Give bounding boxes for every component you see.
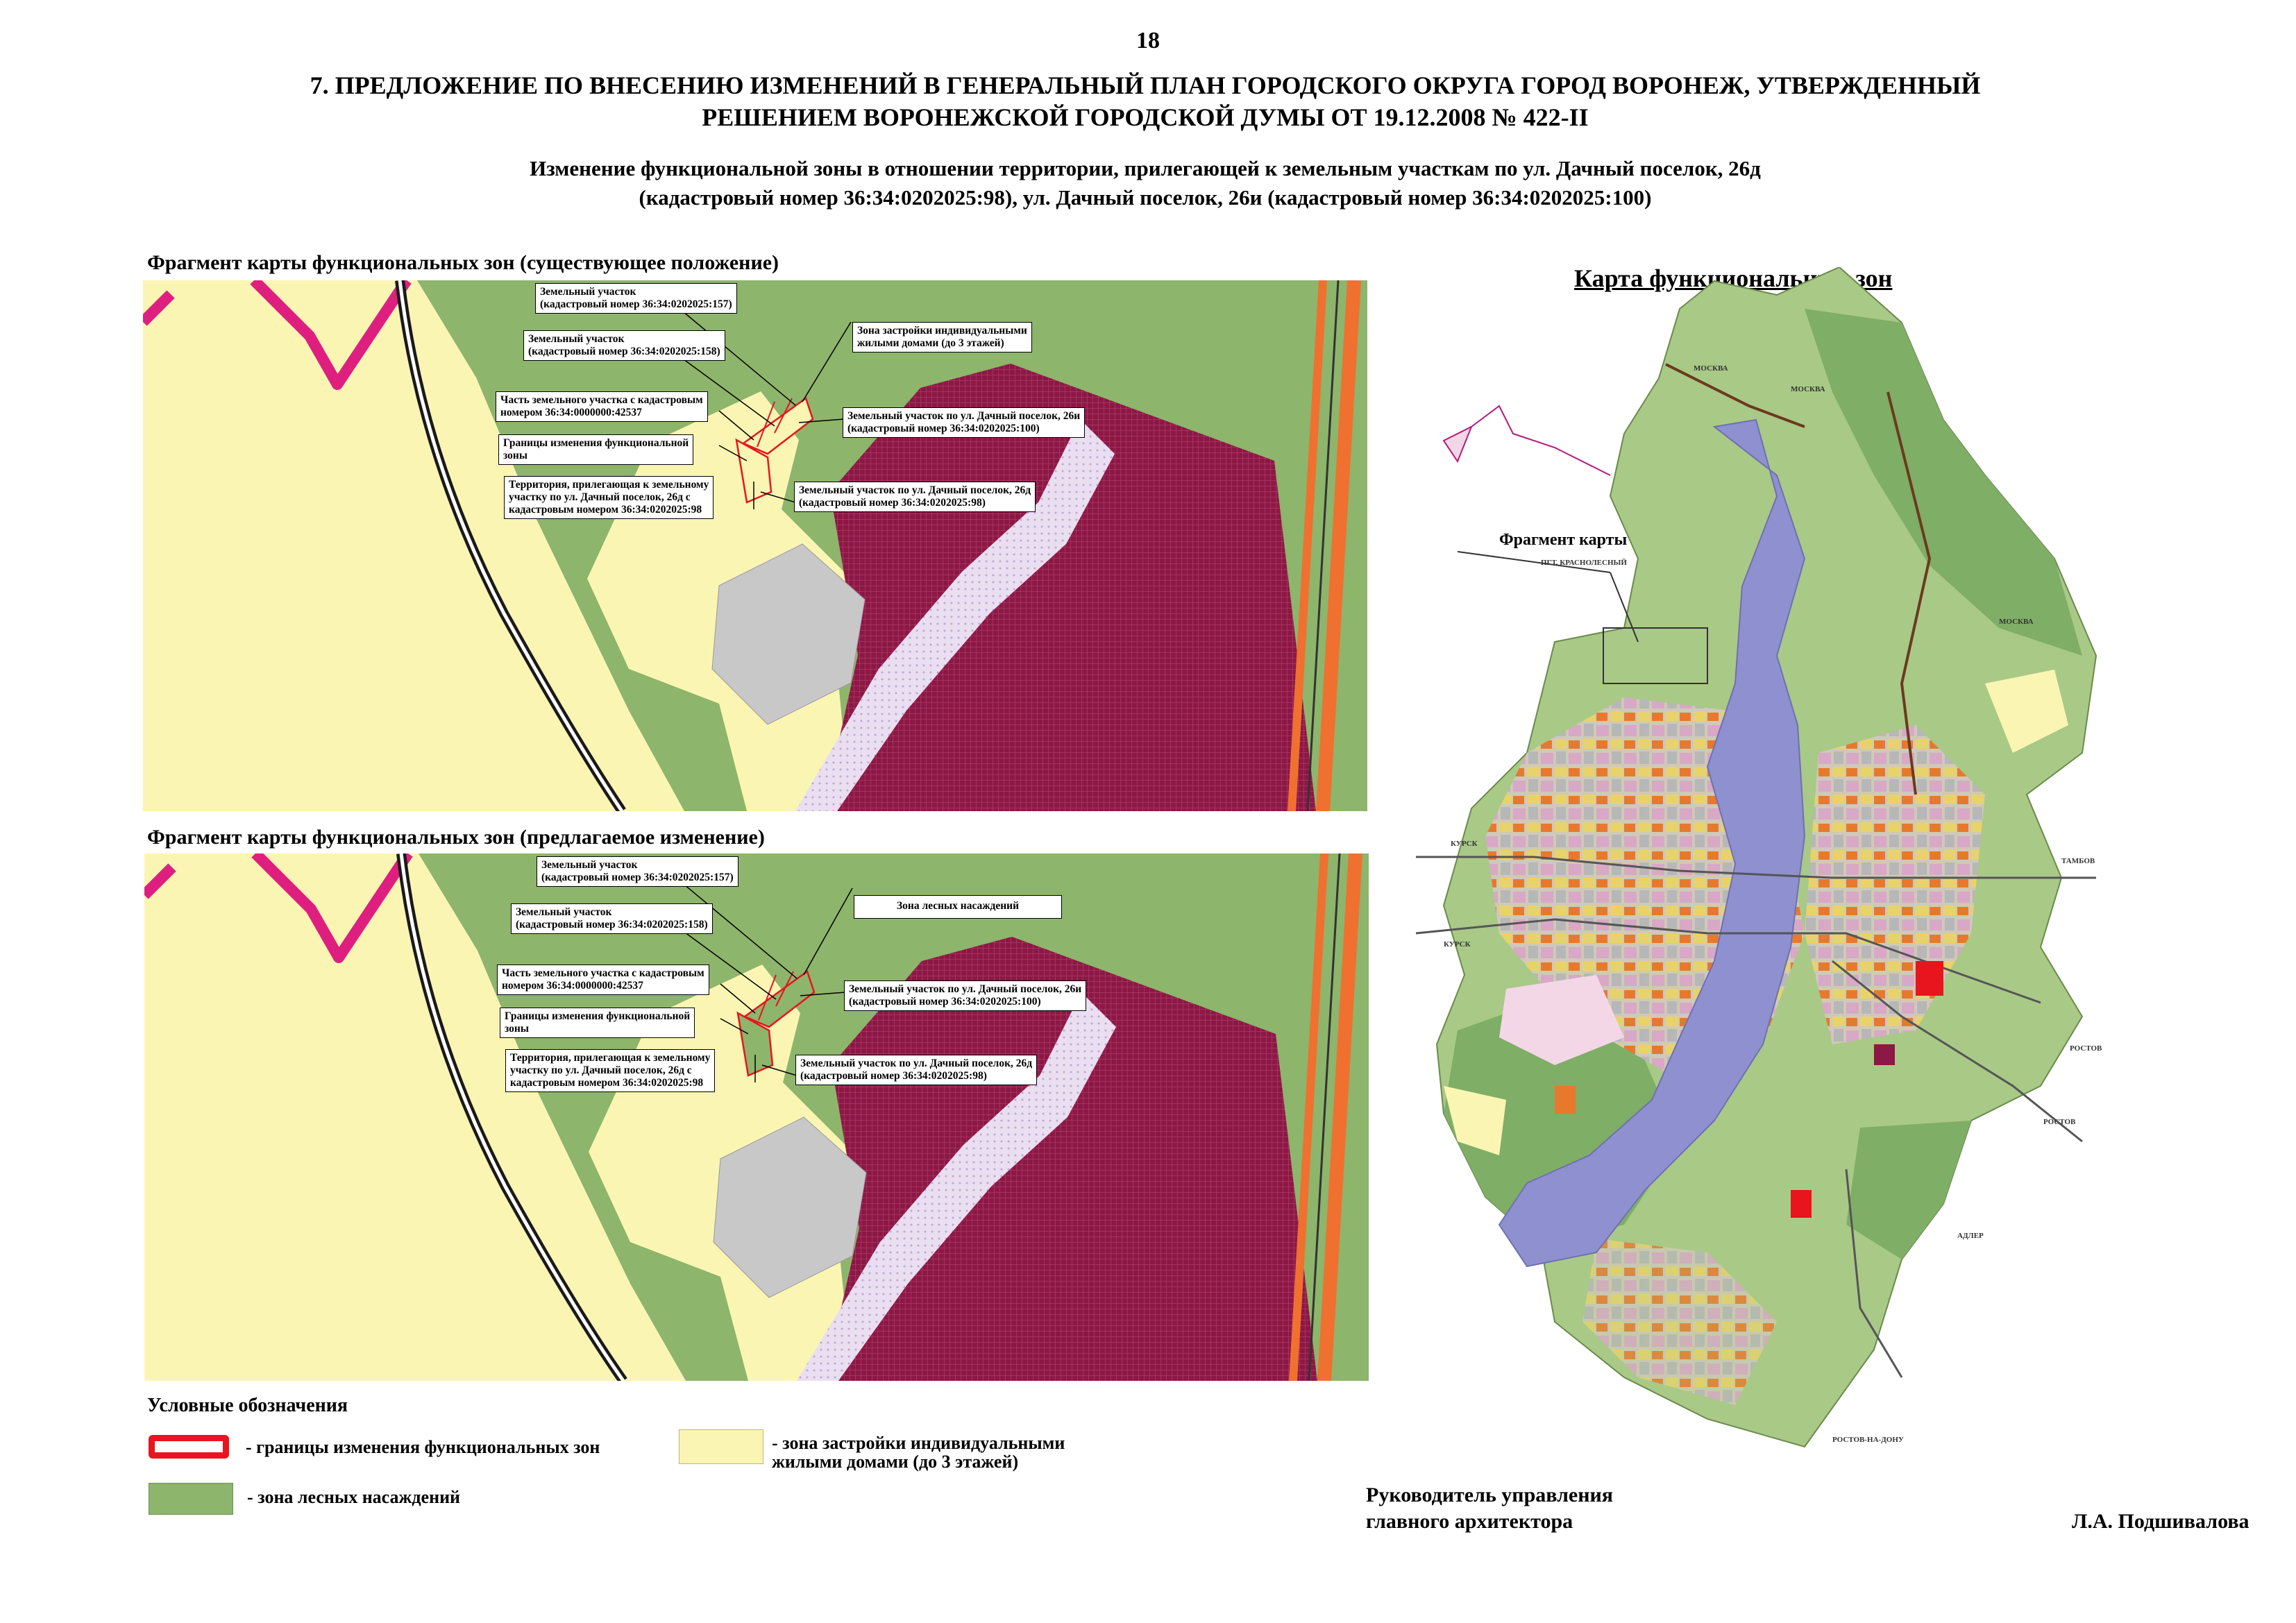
place-label-rostov-na-donu: РОСТОВ-НА-ДОНУ [1832, 1436, 1904, 1444]
callout-plot-158-text: Земельный участок (кадастровый номер 36:34:0202025:158) [528, 333, 720, 357]
signature-role [1366, 1482, 1613, 1535]
callout-bounds [500, 1008, 695, 1038]
legend-label-residential: - зона застройки индивидуальными жилыми домами (до 3 этажей) [772, 1433, 1065, 1472]
place-label-krasnolesny: ПГТ. КРАСНОЛЕСНЫЙ [1541, 559, 1627, 567]
subtitle-line-1: Изменение функциональной зоны в отношении территории, прилегающей к земельным участкам по ул. Дачный поселок, 26д [530, 156, 1761, 180]
place-label-moskva-1: МОСКВА [1694, 364, 1728, 373]
fragment-existing-map-svg [143, 280, 1367, 811]
callout-territory [504, 476, 714, 519]
legend-swatch-forest [149, 1483, 233, 1515]
legend-title: Условные обозначения [147, 1395, 348, 1416]
callout-plot-26d-text: Земельный участок по ул. Дачный поселок, 26д (кадастровый номер 36:34:0202025:98) [800, 1057, 1033, 1082]
document-subtitle [347, 154, 1943, 212]
callout-part-42537 [497, 965, 709, 995]
title-line-2: РЕШЕНИЕМ ВОРОНЕЖСКОЙ ГОРОДСКОЙ ДУМЫ ОТ 19.12.2008 № 422-II [702, 103, 1589, 131]
callout-plot-157-text: Земельный участок (кадастровый номер 36:34:0202025:157) [540, 286, 732, 310]
place-label-kursk-2: КУРСК [1444, 940, 1471, 949]
callout-plot-26i-text: Земельный участок по ул. Дачный поселок, 26и (кадастровый номер 36:34:0202025:100) [849, 983, 1082, 1008]
callout-territory-text: Территория, прилегающая к земельному участку по ул. Дачный поселок, 26д с кадастровым номером 36:34:0202025:98 [510, 1052, 711, 1089]
callout-zone-text: Зона лесных насаждений [896, 900, 1020, 912]
callout-plot-26d [794, 482, 1036, 512]
callout-part-42537-text: Часть земельного участка с кадастровым номером 36:34:0000000:42537 [500, 394, 703, 418]
fragment-existing-title: Фрагмент карты функциональных зон (существующее положение) [147, 251, 779, 274]
place-label-adler: АДЛЕР [1957, 1232, 1984, 1240]
place-label-kursk-1: КУРСК [1451, 840, 1478, 848]
callout-part-42537-text: Часть земельного участка с кадастровым номером 36:34:0000000:42537 [502, 967, 704, 992]
callout-territory [505, 1049, 715, 1092]
overview-map-svg [1416, 267, 2110, 1461]
callout-plot-157 [535, 283, 737, 314]
callout-plot-158 [523, 330, 725, 361]
title-line-1: 7. ПРЕДЛОЖЕНИЕ ПО ВНЕСЕНИЮ ИЗМЕНЕНИЙ В ГЕНЕРАЛЬНЫЙ ПЛАН ГОРОДСКОГО ОКРУГА ГОРОД ВОРОНЕЖ, УТВЕРЖДЕННЫЙ [310, 71, 1981, 99]
legend-label-bounds: - границы изменения функциональных зон [246, 1437, 600, 1457]
signature-name: Л.А. Подшивалова [2072, 1510, 2249, 1533]
callout-bounds-text: Границы изменения функциональной зоны [503, 437, 689, 461]
fragment-proposed-map-svg [144, 853, 1369, 1381]
fragment-proposed-map [144, 853, 1369, 1381]
overview-map [1416, 267, 2110, 1461]
callout-zone [854, 895, 1062, 919]
callout-part-42537 [496, 391, 708, 422]
callout-zone-text: Зона застройки индивидуальными жилыми домами (до 3 этажей) [857, 325, 1027, 349]
callout-plot-26d [795, 1055, 1037, 1085]
callout-zone [852, 322, 1032, 352]
callout-plot-26d-text: Земельный участок по ул. Дачный поселок, 26д (кадастровый номер 36:34:0202025:98) [799, 484, 1031, 509]
fragment-marker-label: Фрагмент карты [1499, 531, 1628, 549]
callout-plot-158 [511, 903, 713, 934]
page-number: 18 [1136, 28, 1160, 53]
place-label-rostov-1: РОСТОВ [2070, 1044, 2102, 1053]
place-label-tambov: ТАМБОВ [2061, 857, 2095, 865]
place-label-rostov-2: РОСТОВ [2043, 1118, 2076, 1126]
document-title [208, 69, 2082, 133]
callout-bounds-text: Границы изменения функциональной зоны [505, 1010, 691, 1035]
legend-swatch-bounds [149, 1435, 229, 1459]
callout-plot-158-text: Земельный участок (кадастровый номер 36:34:0202025:158) [516, 906, 708, 931]
signature-role-line-1: Руководитель управления [1366, 1484, 1614, 1506]
fragment-proposed-title: Фрагмент карты функциональных зон (предлагаемое изменение) [147, 826, 765, 849]
fragment-existing-map [143, 280, 1367, 811]
place-label-moskva-3: МОСКВА [1999, 618, 2034, 626]
callout-bounds [498, 434, 693, 465]
place-label-moskva-2: МОСКВА [1791, 385, 1825, 393]
overview-map-title: Карта функциональных зон [1574, 264, 1893, 292]
legend-swatch-residential [679, 1429, 763, 1464]
callout-plot-26i [844, 980, 1086, 1011]
legend-label-forest: - зона лесных насаждений [247, 1487, 461, 1507]
subtitle-line-2: (кадастровый номер 36:34:0202025:98), ул. Дачный поселок, 26и (кадастровый номер 36:34:0202025:100) [639, 185, 1652, 210]
callout-plot-26i-text: Земельный участок по ул. Дачный поселок, 26и (кадастровый номер 36:34:0202025:100) [847, 410, 1081, 434]
callout-plot-157 [537, 856, 738, 887]
callout-territory-text: Территория, прилегающая к земельному участку по ул. Дачный поселок, 26д с кадастровым номером 36:34:0202025:98 [509, 479, 709, 516]
callout-plot-26i [843, 407, 1085, 438]
signature-role-line-2: главного архитектора [1366, 1510, 1573, 1533]
callout-plot-157-text: Земельный участок (кадастровый номер 36:34:0202025:157) [541, 859, 734, 883]
